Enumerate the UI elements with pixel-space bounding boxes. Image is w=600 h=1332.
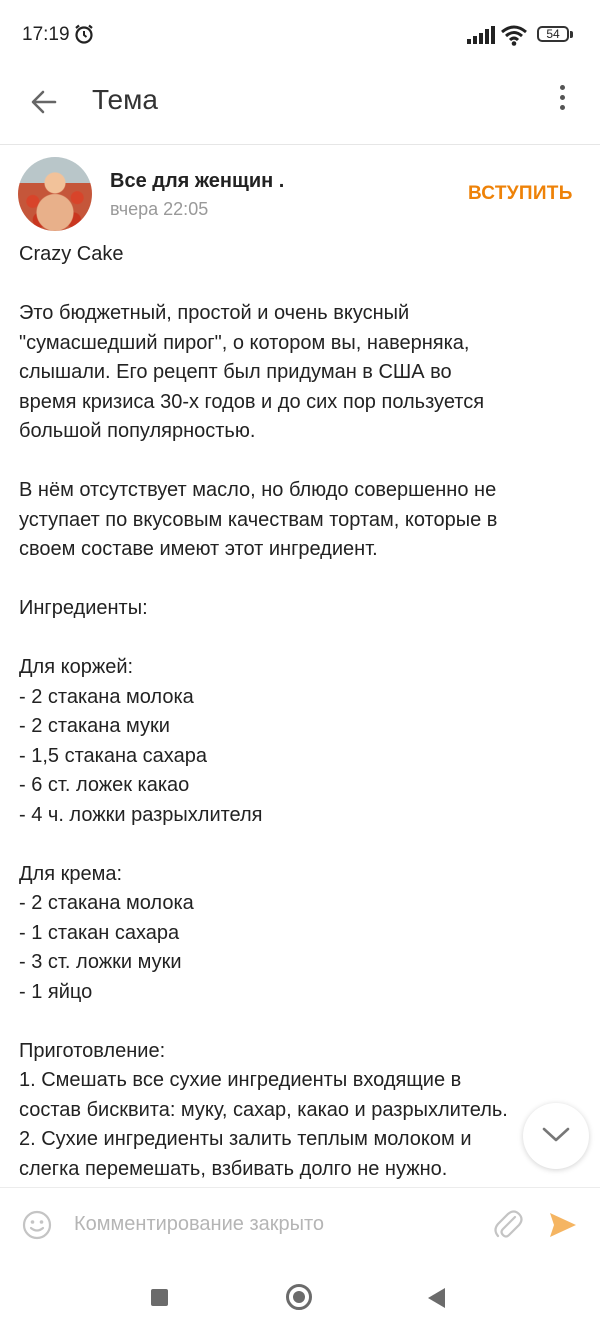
paperclip-icon[interactable] [493,1208,523,1242]
post-line: уступает по вкусовым качествам тортам, которые в [19,508,498,531]
post-line: - 2 стакана муки [19,715,170,737]
battery-tip [570,31,573,38]
post-line: - 1 стакан сахара [19,921,180,944]
home-button[interactable] [286,1284,312,1310]
system-back-button[interactable] [428,1288,445,1308]
chevron-down-icon [542,1126,570,1144]
status-time: 17:19 [22,24,70,45]
send-icon[interactable] [548,1210,578,1240]
post-line: время кризиса 30-х годов и до сих пор пользуется [19,390,485,413]
post-line: 2. Сухие ингредиенты залить теплым молоком и [19,1128,472,1150]
post-line-blank [19,830,585,860]
post-line: Это бюджетный, простой и очень вкусный [19,302,410,324]
system-navigation-bar [0,1263,600,1332]
post-line: Для коржей: [19,656,134,678]
join-button[interactable]: ВСТУПИТЬ [468,183,573,204]
post-line: слышали. Его рецепт был придуман в США во [19,361,452,383]
battery-icon: 54 [537,26,569,42]
signal-icon [467,26,495,44]
post-line: "сумасшедший пирог", о котором вы, наверняка, [19,331,470,354]
post-line-blank [19,1007,585,1037]
post-line: большой популярностью. [19,420,256,442]
group-name[interactable]: Все для женщин . [110,170,285,192]
page-title: Тема [92,84,158,115]
group-avatar[interactable] [18,157,92,231]
alarm-icon [73,23,95,45]
post-line: состав бисквита: муку, сахар, какао и разрыхлитель. [19,1098,508,1121]
post-time: вчера 22:05 [110,199,209,219]
post-line: В нём отсутствует масло, но блюдо совершенно не [19,479,497,501]
post-line: - 1 яйцо [19,980,93,1003]
post-line: - 1,5 стакана сахара [19,744,207,767]
post-line: Crazy Cake [19,243,124,265]
app-header [0,70,600,145]
comment-bar [0,1187,600,1264]
status-bar [0,0,600,70]
post-line: слегка перемешать, взбивать долго не нужно. [19,1157,448,1180]
post-line: - 6 ст. ложек какао [19,774,190,796]
post-line: Приготовление: [19,1039,166,1062]
post-line-blank [19,624,585,654]
post-line: Для крема: [19,862,123,885]
post-line: - 3 ст. ложки муки [19,951,182,973]
scroll-down-button[interactable] [523,1103,589,1169]
post-line: - 2 стакана молока [19,892,194,914]
post-line-blank [19,270,585,300]
post-line: - 4 ч. ложки разрыхлителя [19,803,263,826]
post-line: своем составе имеют этот ингредиент. [19,538,378,560]
post-line: - 2 стакана молока [19,685,194,708]
comment-input[interactable]: Комментирование закрыто [74,1213,325,1235]
back-arrow-icon[interactable] [28,86,60,118]
wifi-icon [500,24,528,46]
post-line-blank [19,447,585,477]
post-body [19,240,585,1186]
post-line-blank [19,565,585,595]
more-menu-icon[interactable] [552,85,572,119]
post-line: 1. Смешать все сухие ингредиенты входящие в [19,1069,462,1091]
post-line: Ингредиенты: [19,597,148,619]
smile-icon[interactable] [22,1210,52,1240]
recents-button[interactable] [151,1289,168,1306]
